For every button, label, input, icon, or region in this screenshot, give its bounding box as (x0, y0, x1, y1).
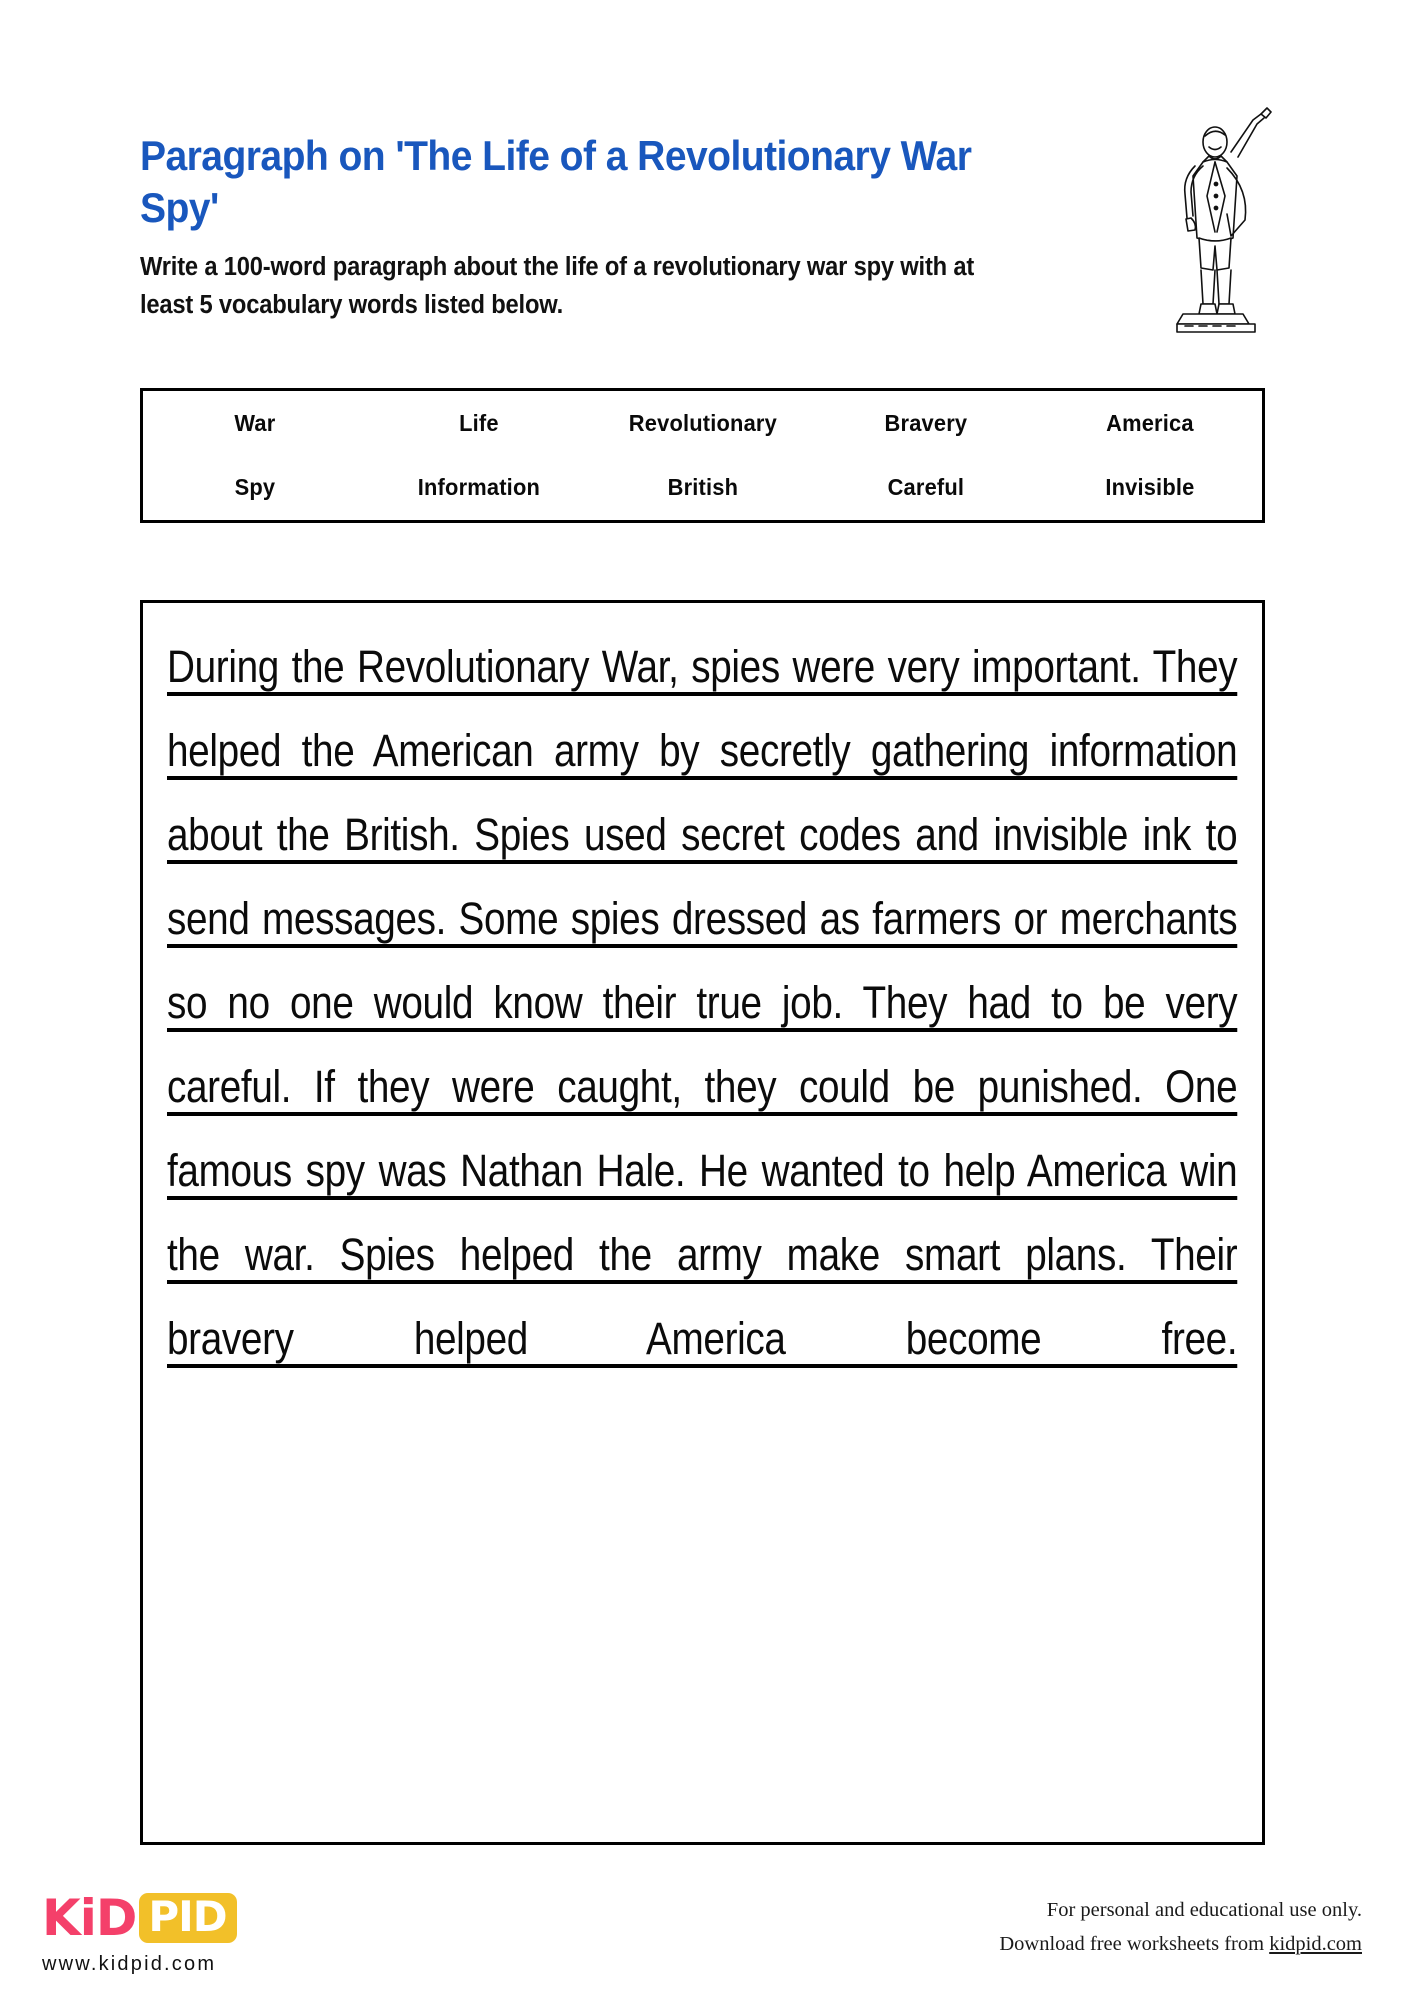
revolutionary-war-statue-icon (1135, 100, 1275, 340)
vocabulary-row (143, 391, 1262, 456)
download-note-line (999, 1928, 1362, 1962)
page-footer (0, 1880, 1414, 2000)
vocabulary-row (143, 456, 1262, 521)
answer-paragraph-text: During the Revolutionary War, spies were very important. They helped the American army by secretly gathering information about the British. Spies used secret codes and invisible ink to send messages. Some spies dressed as farmers or merchants so no one would know their true job. They had to be very careful. If they were caught, they could be punished. One famous spy was Nathan Hale. He wanted to help America win the war. Spies helped the army make smart plans. Their bravery helped America become free. (167, 641, 1238, 1364)
worksheet-header (140, 130, 1275, 325)
vocabulary-word: America (1106, 409, 1194, 436)
vocabulary-word: Revolutionary (628, 409, 777, 436)
vocabulary-word: Life (458, 409, 499, 436)
footer-notes (999, 1894, 1362, 1962)
instructions-text: Write a 100-word paragraph about the life of a revolutionary war spy with at least 5 vocabulary words listed below. (140, 253, 975, 320)
vocabulary-word: War (234, 409, 276, 436)
kidpid-link[interactable]: kidpid.com (1269, 1932, 1362, 1955)
answer-writing-area[interactable] (140, 600, 1265, 1845)
usage-note-line: For personal and educational use only. (1046, 1899, 1362, 1921)
vocabulary-word: Spy (234, 474, 276, 501)
vocabulary-word-bank (140, 388, 1265, 523)
brand-kid-text: KiD (42, 1889, 137, 1947)
brand-website-url: www.kidpid.com (42, 1953, 217, 1975)
vocabulary-word: Information (417, 474, 540, 501)
download-note-prefix: Download free worksheets from (999, 1932, 1270, 1955)
kidpid-logo (42, 1890, 237, 1946)
header-text-column (140, 130, 1070, 325)
vocabulary-word: Careful (887, 474, 965, 501)
brand-pid-text: PID (148, 1892, 227, 1941)
vocabulary-word: Invisible (1105, 474, 1195, 501)
brand-block (42, 1890, 237, 1976)
brand-pid-badge (139, 1893, 236, 1943)
vocabulary-word: Bravery (884, 409, 968, 436)
vocabulary-word: British (667, 474, 738, 501)
page-title: Paragraph on 'The Life of a Revolutionary War Spy' (140, 132, 972, 232)
